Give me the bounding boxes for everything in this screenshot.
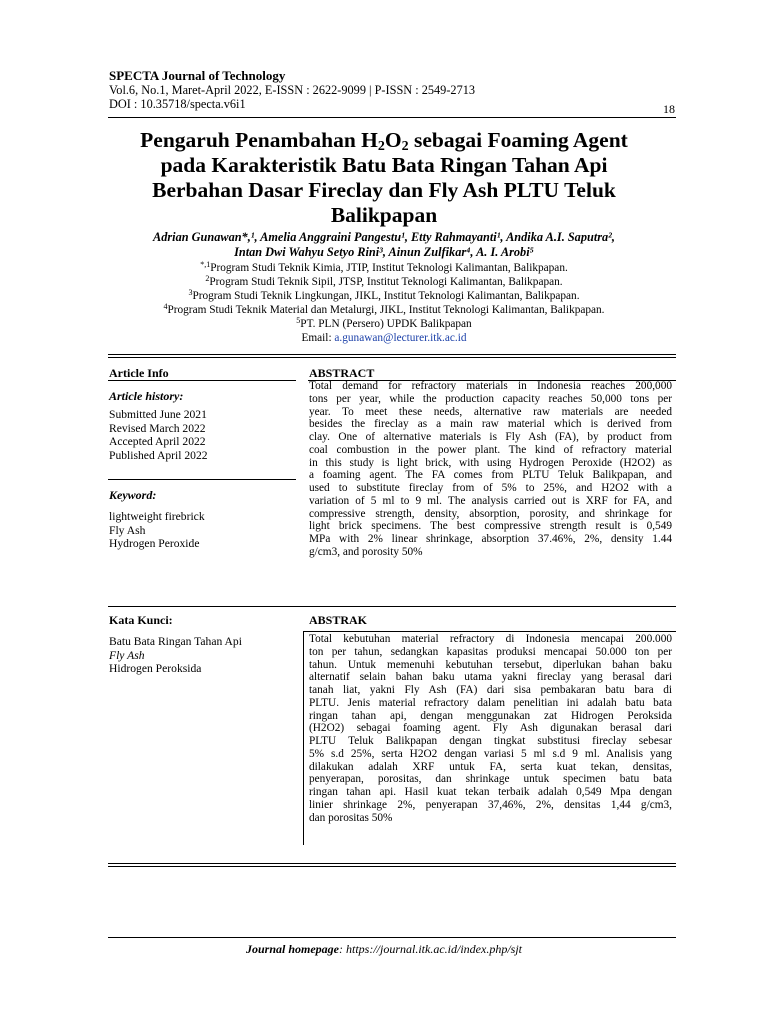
abstrak-rule-left	[303, 631, 304, 845]
issue-line: Vol.6, No.1, Maret-April 2022, E-ISSN : 2622-9099 | P-ISSN : 2549-2713	[109, 83, 476, 97]
text-line: (H2O2) sebagai foaming agent. Fly Ash digunakan berasal dari	[309, 722, 672, 735]
text-line: penyerapan, porositas, dan shrinkage untuk specimen batu bata	[309, 773, 672, 786]
list-item: Hydrogen Peroxide	[109, 537, 200, 550]
text-line: year. To meet these needs, alternative raw materials are needed	[309, 405, 672, 418]
text-line: dan porositas 50%	[309, 811, 393, 824]
author-list: Adrian Gunawan*,¹, Amelia Anggraini Pangestu¹, Etty Rahmayanti¹, Andika A.I. Saputra², Intan Dwi Wahyu Setyo Rini³, Ainun Zulfikar⁴, A. I. Arobi⁵	[153, 230, 615, 259]
affiliation: $^3$Program Studi Teknik Lingkungan, JIKL, Institut Teknologi Kalimantan, Balikpapan.	[188, 288, 580, 302]
keyword-rule	[108, 479, 296, 480]
abstrak-body	[309, 633, 672, 824]
text-line: a foaming agent. The FA comes from PLTU Teluk Balikpapan, and	[309, 469, 672, 482]
text-line: alternatif selain bahan baku utama yakni fireclay yang berasal dari	[309, 671, 672, 684]
list-item: Batu Bata Ringan Tahan Api	[109, 635, 242, 648]
paper-title: Pengaruh Penambahan $H_2O_2$ sebagai Foaming Agent pada Karakteristik Batu Bata Ringan Tahan Api Berbahan Dasar Fireclay dan Fly Ash PLTU Teluk Balikpapan	[140, 128, 628, 227]
section-rule-top-2	[108, 357, 676, 358]
journal-homepage: Journal homepage: https://journal.itk.ac.id/index.php/sjt	[245, 942, 522, 956]
text-line: Total kebutuhan material refractory di Indonesia mencapai 200.000	[309, 633, 672, 645]
kata-kunci-list	[109, 635, 242, 676]
keyword-label: Keyword:	[109, 488, 157, 502]
affiliations	[90, 261, 678, 345]
section-rule-middle	[108, 606, 676, 607]
text-line: MPa with 2% linear shrinkage, absorption 37.46%, 2%, density 1.44	[309, 533, 672, 545]
text-line: tons per year, while the production capacity reaches 50,000 tons per	[309, 392, 672, 405]
article-history	[109, 408, 208, 462]
section-rule-top	[108, 354, 676, 355]
homepage-link[interactable]: https://journal.itk.ac.id/index.php/sjt	[346, 942, 522, 956]
journal-header	[109, 69, 475, 111]
header-rule	[108, 117, 676, 118]
list-item: Hidrogen Peroksida	[109, 662, 202, 675]
list-item: lightweight firebrick	[109, 510, 205, 523]
email-line: Email: a.gunawan@lecturer.itk.ac.id	[301, 332, 467, 344]
text-line: ringan tahan api. Hasil kuat tekan terbaik adalah 0,549 Mpa dengan	[309, 786, 672, 798]
keyword-list	[109, 510, 205, 551]
section-rule-bottom-2	[108, 866, 676, 867]
list-item: Submitted June 2021	[109, 408, 207, 421]
text-line: PLTU. Jenis material refractory dalam penelitian ini adalah batu bata	[309, 696, 672, 709]
text-line: Total demand for refractory materials in Indonesia reaches 200,000	[309, 380, 672, 392]
article-info-rule	[108, 380, 296, 381]
abstract-body	[309, 380, 672, 559]
page-number: 18	[663, 102, 675, 116]
list-item: Revised March 2022	[109, 421, 206, 435]
list-item: Fly Ash	[109, 648, 145, 662]
text-line: tanah liat, yakni Fly Ash (FA) dari sisa pembakaran batu bara di	[309, 684, 672, 696]
list-item: Accepted April 2022	[109, 435, 206, 448]
article-history-label: Article history:	[109, 389, 184, 403]
affiliation: $^2$Program Studi Teknik Sipil, JTSP, Institut Teknologi Kalimantan, Balikpapan.	[205, 274, 563, 288]
text-line: dilakukan adalah XRF untuk FA, serta kuat tekan, densitas,	[309, 760, 672, 773]
affiliation: $^5$PT. PLN (Persero) UPDK Balikpapan	[296, 316, 472, 330]
section-rule-bottom	[108, 863, 676, 864]
abstract-heading: ABSTRACT	[309, 366, 375, 380]
kata-kunci-heading: Kata Kunci:	[109, 613, 173, 627]
text-line: compressive strength, density, absorption, porosity, and shrinkage for	[309, 507, 672, 520]
text-line: used to substitute fireclay from of 5% to 25%, and H2O2 with a	[309, 482, 672, 494]
affiliation: $^4$Program Studi Teknik Material dan Metalurgi, JIKL, Institut Teknologi Kalimantan, Balikpapan.	[163, 302, 605, 316]
journal-name: SPECTA Journal of Technology	[109, 68, 286, 83]
list-item: Fly Ash	[109, 523, 146, 537]
text-line: g/cm3, and porosity 50%	[309, 545, 423, 558]
text-line: 5% s.d 25%, serta H2O2 dengan variasi 5 ml s.d 9 ml. Analisis yang	[309, 747, 672, 760]
list-item: Published April 2022	[109, 448, 208, 462]
text-line: besides the fireclay as a main raw material which is derived from	[309, 418, 672, 431]
text-line: variation of 5 ml to 9 ml. The analysis carried out is XRF for FA, and	[309, 494, 672, 507]
article-info-heading: Article Info	[109, 366, 169, 380]
text-line: clay. One of alternative materials is Fly Ash (FA), by product from	[309, 431, 672, 443]
affiliation: $^{*,1}$Program Studi Teknik Kimia, JTIP, Institut Teknologi Kalimantan, Balikpapan.	[200, 260, 568, 274]
abstrak-rule	[303, 631, 676, 632]
footer-rule	[108, 937, 676, 938]
text-line: coal combustion in the power plant. The kind of refractory material	[309, 443, 672, 456]
text-line: tahun. Untuk memenuhi kebutuhan tersebut, diperlukan bahan baku	[309, 658, 672, 671]
text-line: in this study is light brick, with using Hydrogen Peroxide (H2O2) as	[309, 456, 672, 469]
text-line: PLTU Teluk Balikpapan dengan tingkat substitusi fireclay sebesar	[309, 735, 672, 747]
text-line: ringan tahan api, dengan menggunakan zat Hidrogen Peroksida	[309, 709, 672, 722]
text-line: linier shrinkage 2%, penyerapan 37,46%, 2%, densitas 1,44 g/cm3,	[309, 798, 672, 811]
abstrak-heading: ABSTRAK	[309, 613, 368, 627]
text-line: light brick specimens. The best compressive strength result is 0,549	[309, 520, 672, 533]
doi: DOI : 10.35718/specta.v6i1	[109, 97, 246, 111]
email-link[interactable]: a.gunawan@lecturer.itk.ac.id	[334, 332, 467, 344]
text-line: ton per tahun, sedangkan kapasitas produksi mencapai 50.000 ton per	[309, 645, 672, 658]
